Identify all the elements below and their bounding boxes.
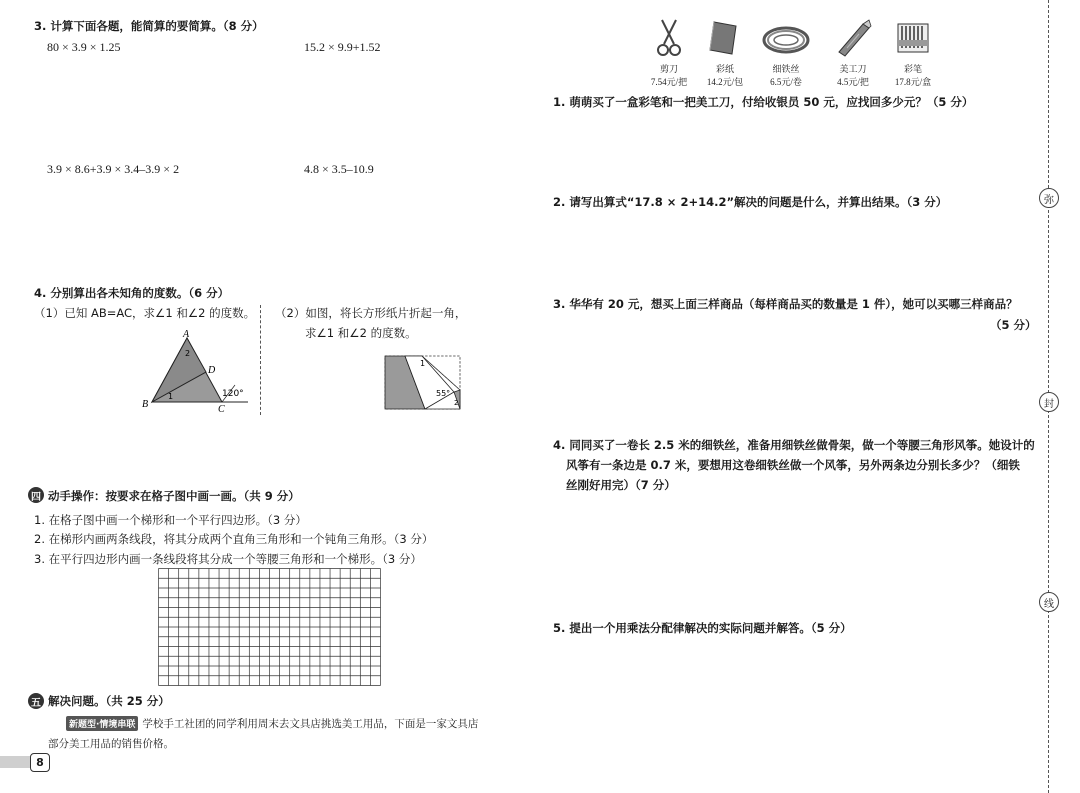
page-number: 8 [30, 753, 50, 772]
margin-label-mi: 弥 [1039, 188, 1059, 208]
section-5-badge: 五 [28, 693, 44, 709]
label-A: A [183, 330, 190, 340]
angle-120-label: 120° [222, 389, 244, 399]
right-question-3-score: （5 分） [990, 318, 1037, 332]
section-4-item-2: 2. 在梯形内画两条线段，将其分成两个直角三角形和一个钝角三角形。（3 分） [34, 532, 434, 546]
item-knife [828, 18, 878, 88]
question-3-title: 3. 计算下面各题，能简算的要简算。（8 分） [34, 19, 264, 33]
question-4-sub2-line1: （2）如图，将长方形纸片折起一角， [275, 306, 467, 320]
page-tab-bar [0, 756, 30, 768]
section-4-item-1: 1. 在格子图中画一个梯形和一个平行四边形。（3 分） [34, 513, 307, 527]
item-name: 彩笔 [903, 65, 922, 75]
new-question-tag: 新题型·情境串联 [66, 716, 138, 731]
item-name: 美工刀 [839, 65, 867, 75]
expression-3: 3.9 × 8.6+3.9 × 3.4–3.9 × 2 [47, 162, 180, 176]
question-4-sub1: （1）已知 AB=AC，求∠1 和∠2 的度数。 [34, 306, 256, 320]
fold-angle-1-label: 1 [420, 359, 426, 368]
item-pens [888, 18, 938, 88]
item-scissors [648, 18, 690, 88]
section-5-intro-line1 [66, 716, 478, 731]
fold-angle-55-label: 55° [436, 389, 451, 398]
angle-1-label: 1 [168, 392, 174, 401]
right-question-4-line2: 风筝有一条边是 0.7 米，要想用这卷细铁丝做一个风筝，另外两条边分别长多少？（细铁 [566, 458, 1020, 472]
item-paper [702, 18, 748, 88]
color-pens-icon [895, 18, 931, 58]
margin-label-feng: 封 [1039, 392, 1059, 412]
item-price: 4.5元/把 [837, 77, 869, 87]
label-D: D [208, 365, 216, 376]
section-4-title: 动手操作：按要求在格子图中画一画。（共 9 分） [48, 489, 300, 503]
right-question-5: 5. 提出一个用乘法分配律解决的实际问题并解答。（5 分） [553, 621, 852, 635]
item-price: 17.8元/盒 [894, 77, 932, 87]
question-4-sub2-line2: 求∠1 和∠2 的度数。 [305, 326, 417, 340]
item-price: 7.54元/把 [650, 77, 688, 87]
section-5-title: 解决问题。（共 25 分） [48, 694, 170, 708]
angle-2-label: 2 [185, 349, 191, 358]
folded-paper-figure [380, 352, 465, 412]
right-question-4-line1: 4. 同同买了一卷长 2.5 米的细铁丝，准备用细铁丝做骨架，做一个等腰三角形风筝。她设计的 [553, 438, 1035, 452]
drawing-grid[interactable] [158, 568, 381, 686]
section-4-badge: 四 [28, 487, 44, 503]
label-C: C [218, 404, 225, 415]
item-name: 细铁丝 [772, 65, 800, 75]
fold-angle-2-label: 2 [454, 399, 459, 407]
expression-1: 80 × 3.9 × 1.25 [47, 40, 121, 54]
intro-text: 学校手工社团的同学利用周末去文具店挑选美工用品，下面是一家文具店 [142, 718, 479, 730]
item-name: 彩纸 [715, 65, 734, 75]
item-price: 14.2元/包 [706, 77, 744, 87]
right-question-4-line3: 丝刚好用完）（7 分） [566, 478, 676, 492]
section-5-intro-line2: 部分美工用品的销售价格。 [48, 738, 174, 750]
section-4-item-3: 3. 在平行四边形内画一条线段将其分成一个等腰三角形和一个梯形。（3 分） [34, 552, 422, 566]
utility-knife-icon [833, 18, 873, 58]
right-question-2: 2. 请写出算式“17.8 × 2+14.2”解决的问题是什么，并算出结果。（3 分） [553, 195, 948, 209]
right-question-3: 3. 华华有 20 元，想买上面三样商品（每样商品买的数量是 1 件），她可以买哪三样商品？ [553, 297, 1018, 311]
expression-4: 4.8 × 3.5–10.9 [304, 162, 374, 176]
question-4-title: 4. 分别算出各未知角的度数。（6 分） [34, 286, 230, 300]
paper-icon [708, 18, 742, 58]
item-wire [760, 18, 812, 88]
triangle-figure [140, 330, 255, 415]
expression-2: 15.2 × 9.9+1.52 [304, 40, 381, 54]
right-question-1: 1. 萌萌买了一盒彩笔和一把美工刀，付给收银员 50 元，应找回多少元？（5 分） [553, 95, 974, 109]
scissors-icon [654, 18, 684, 58]
wire-coil-icon [761, 18, 811, 58]
margin-label-xian: 线 [1039, 592, 1059, 612]
item-name: 剪刀 [659, 65, 678, 75]
item-price: 6.5元/卷 [770, 77, 802, 87]
divider-dashed [260, 305, 261, 415]
label-B: B [142, 399, 149, 410]
